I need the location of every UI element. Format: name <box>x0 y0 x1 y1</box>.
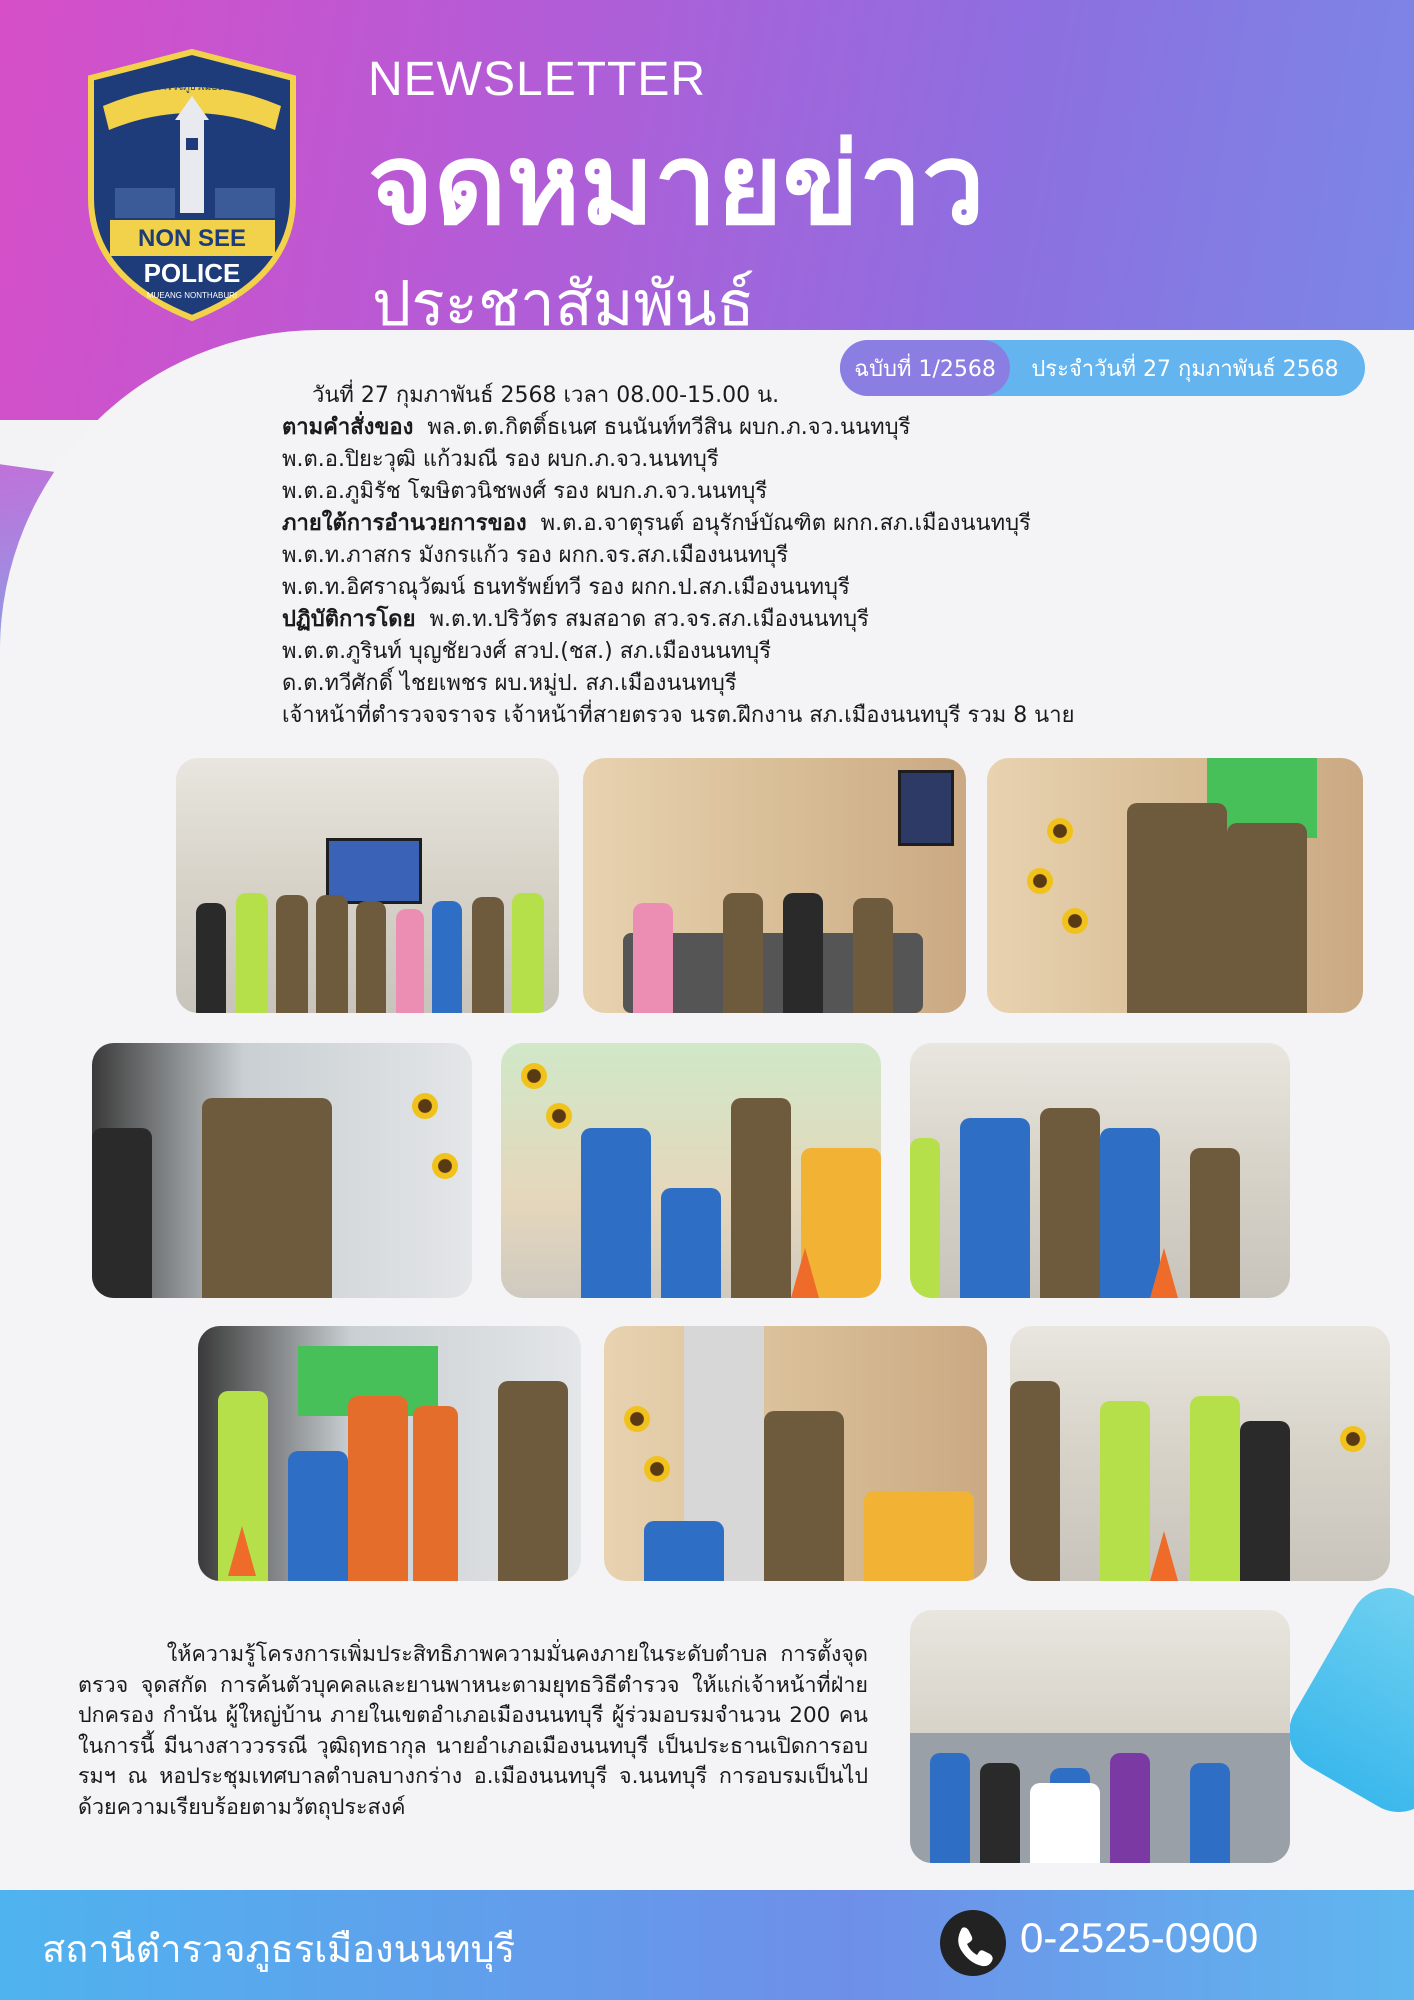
newsletter-label: NEWSLETTER <box>368 53 707 106</box>
photo-lecture <box>604 1326 987 1581</box>
date-line: วันที่ 27 กุมภาพันธ์ 2568 เวลา 08.00-15.00 น. <box>312 383 780 408</box>
svg-text:MUEANG NONTHABURI <box>147 291 237 300</box>
photo-officer <box>92 1043 472 1298</box>
photo-checkpoint <box>1010 1326 1390 1581</box>
order-label: ตามคำสั่งของ <box>282 415 414 440</box>
badge-banner-text: NON SEE <box>137 225 247 252</box>
phone-icon <box>940 1910 1006 1976</box>
command-line <box>282 508 1182 540</box>
badge-police-text: POLICE <box>143 258 241 288</box>
footer <box>0 1890 1414 2000</box>
command-line-2: พ.ต.ท.ภาสกร มังกรแก้ว รอง ผกก.จร.สภ.เมืองนนทบุรี <box>282 543 789 568</box>
order-text: พล.ต.ต.กิตติ์ธเนศ ธนนันท์ทวีสิน ผบก.ภ.จว.นนทบุรี <box>427 415 911 440</box>
photo-demo-2 <box>910 1043 1290 1298</box>
photo-search-demo <box>501 1043 881 1298</box>
issue-date: ประจำวันที่ 27 กุมภาพันธ์ 2568 <box>1031 356 1339 382</box>
ops-line <box>282 604 1182 636</box>
photo-seated <box>583 758 966 1013</box>
ops-line-2: พ.ต.ต.ภูรินท์ บุญชัยวงศ์ สวป.(ชส.) สภ.เมืองนนทบุรี <box>282 639 772 664</box>
svg-text:POLICE <box>144 258 241 288</box>
svg-text:NON SEE <box>138 225 246 252</box>
badge-location-text: MUEANG NONTHABURI <box>146 291 238 300</box>
command-label: ภายใต้การอำนวยการของ <box>282 511 527 536</box>
ops-text: พ.ต.ท.ปริวัตร สมสอาด สว.จร.สภ.เมืองนนทบุรี <box>429 607 869 632</box>
summary-paragraph <box>78 1640 868 1823</box>
ops-label: ปฏิบัติการโดย <box>282 607 416 632</box>
summary-text: ให้ความรู้โครงการเพิ่มประสิทธิภาพความมั่นคงภายในระดับตำบล การตั้งจุดตรวจ จุดสกัด การค้นตัวบุคคลและยานพาหนะตามยุทธวิธีตำรวจ ให้แก่เจ้าหน้าที่ฝ่ายปกครอง กำนัน ผู้ใหญ่บ้าน ภายในเขตอำเภอเมืองนนทบุรี ผู้ร่วมอบรมจำนวน 200 คน ในการนี้ มีนางสาววรรณี วุฒิฤทธากุล นายอำเภอเมืองนนทบุรี เป็นประธานเปิดการอบรมฯ ณ หอประชุมเทศบาลตำบลบางกร่าง อ.เมืองนนทบุรี จ.นนทบุรี การอบรมเป็นไปด้วยความเรียบร้อยตามวัตถุประสงค์ <box>78 1642 868 1820</box>
page-subtitle: ประชาสัมพันธ์ <box>372 267 755 340</box>
issue-number: ฉบับที่ 1/2568 <box>840 340 1010 396</box>
ops-line-3: ด.ต.ทวีศักดิ์ ไชยเพชร ผบ.หมู่ป. สภ.เมืองนนทบุรี <box>282 671 737 696</box>
photo-speaker <box>987 758 1363 1013</box>
order-line <box>282 412 1182 444</box>
police-badge-logo <box>85 48 300 323</box>
command-text: พ.ต.อ.จาตุรนต์ อนุรักษ์บัณฑิต ผกก.สภ.เมืองนนทบุรี <box>540 511 1031 536</box>
badge-arc-text: สถานีตำรวจภูธรเมืองนนทบุรี <box>129 82 255 93</box>
photo-arrest-demo <box>198 1326 581 1581</box>
command-line-3: พ.ต.ท.อิศราณุวัฒน์ ธนทรัพย์ทวี รอง ผกก.ป.สภ.เมืองนนทบุรี <box>282 575 850 600</box>
ops-line-4: เจ้าหน้าที่ตำรวจจราจร เจ้าหน้าที่สายตรวจ นรต.ฝึกงาน สภ.เมืองนนทบุรี รวม 8 นาย <box>282 703 1075 728</box>
order-line-3: พ.ต.อ.ภูมิรัช โฆษิตวนิชพงศ์ รอง ผบก.ภ.จว.นนทบุรี <box>282 479 768 504</box>
footer-station-name: สถานีตำรวจภูธรเมืองนนทบุรี <box>42 1927 516 1971</box>
body-text <box>282 380 1182 732</box>
page-title: จดหมายข่าว <box>368 120 985 250</box>
photo-audience <box>910 1610 1290 1863</box>
svg-text:สถานีตำรวจภูธรเมืองนนทบุรี <box>130 81 255 93</box>
photo-group <box>176 758 559 1013</box>
footer-phone-number[interactable]: 0-2525-0900 <box>1020 1914 1259 1961</box>
order-line-2: พ.ต.อ.ปิยะวุฒิ แก้วมณี รอง ผบก.ภ.จว.นนทบุรี <box>282 447 719 472</box>
